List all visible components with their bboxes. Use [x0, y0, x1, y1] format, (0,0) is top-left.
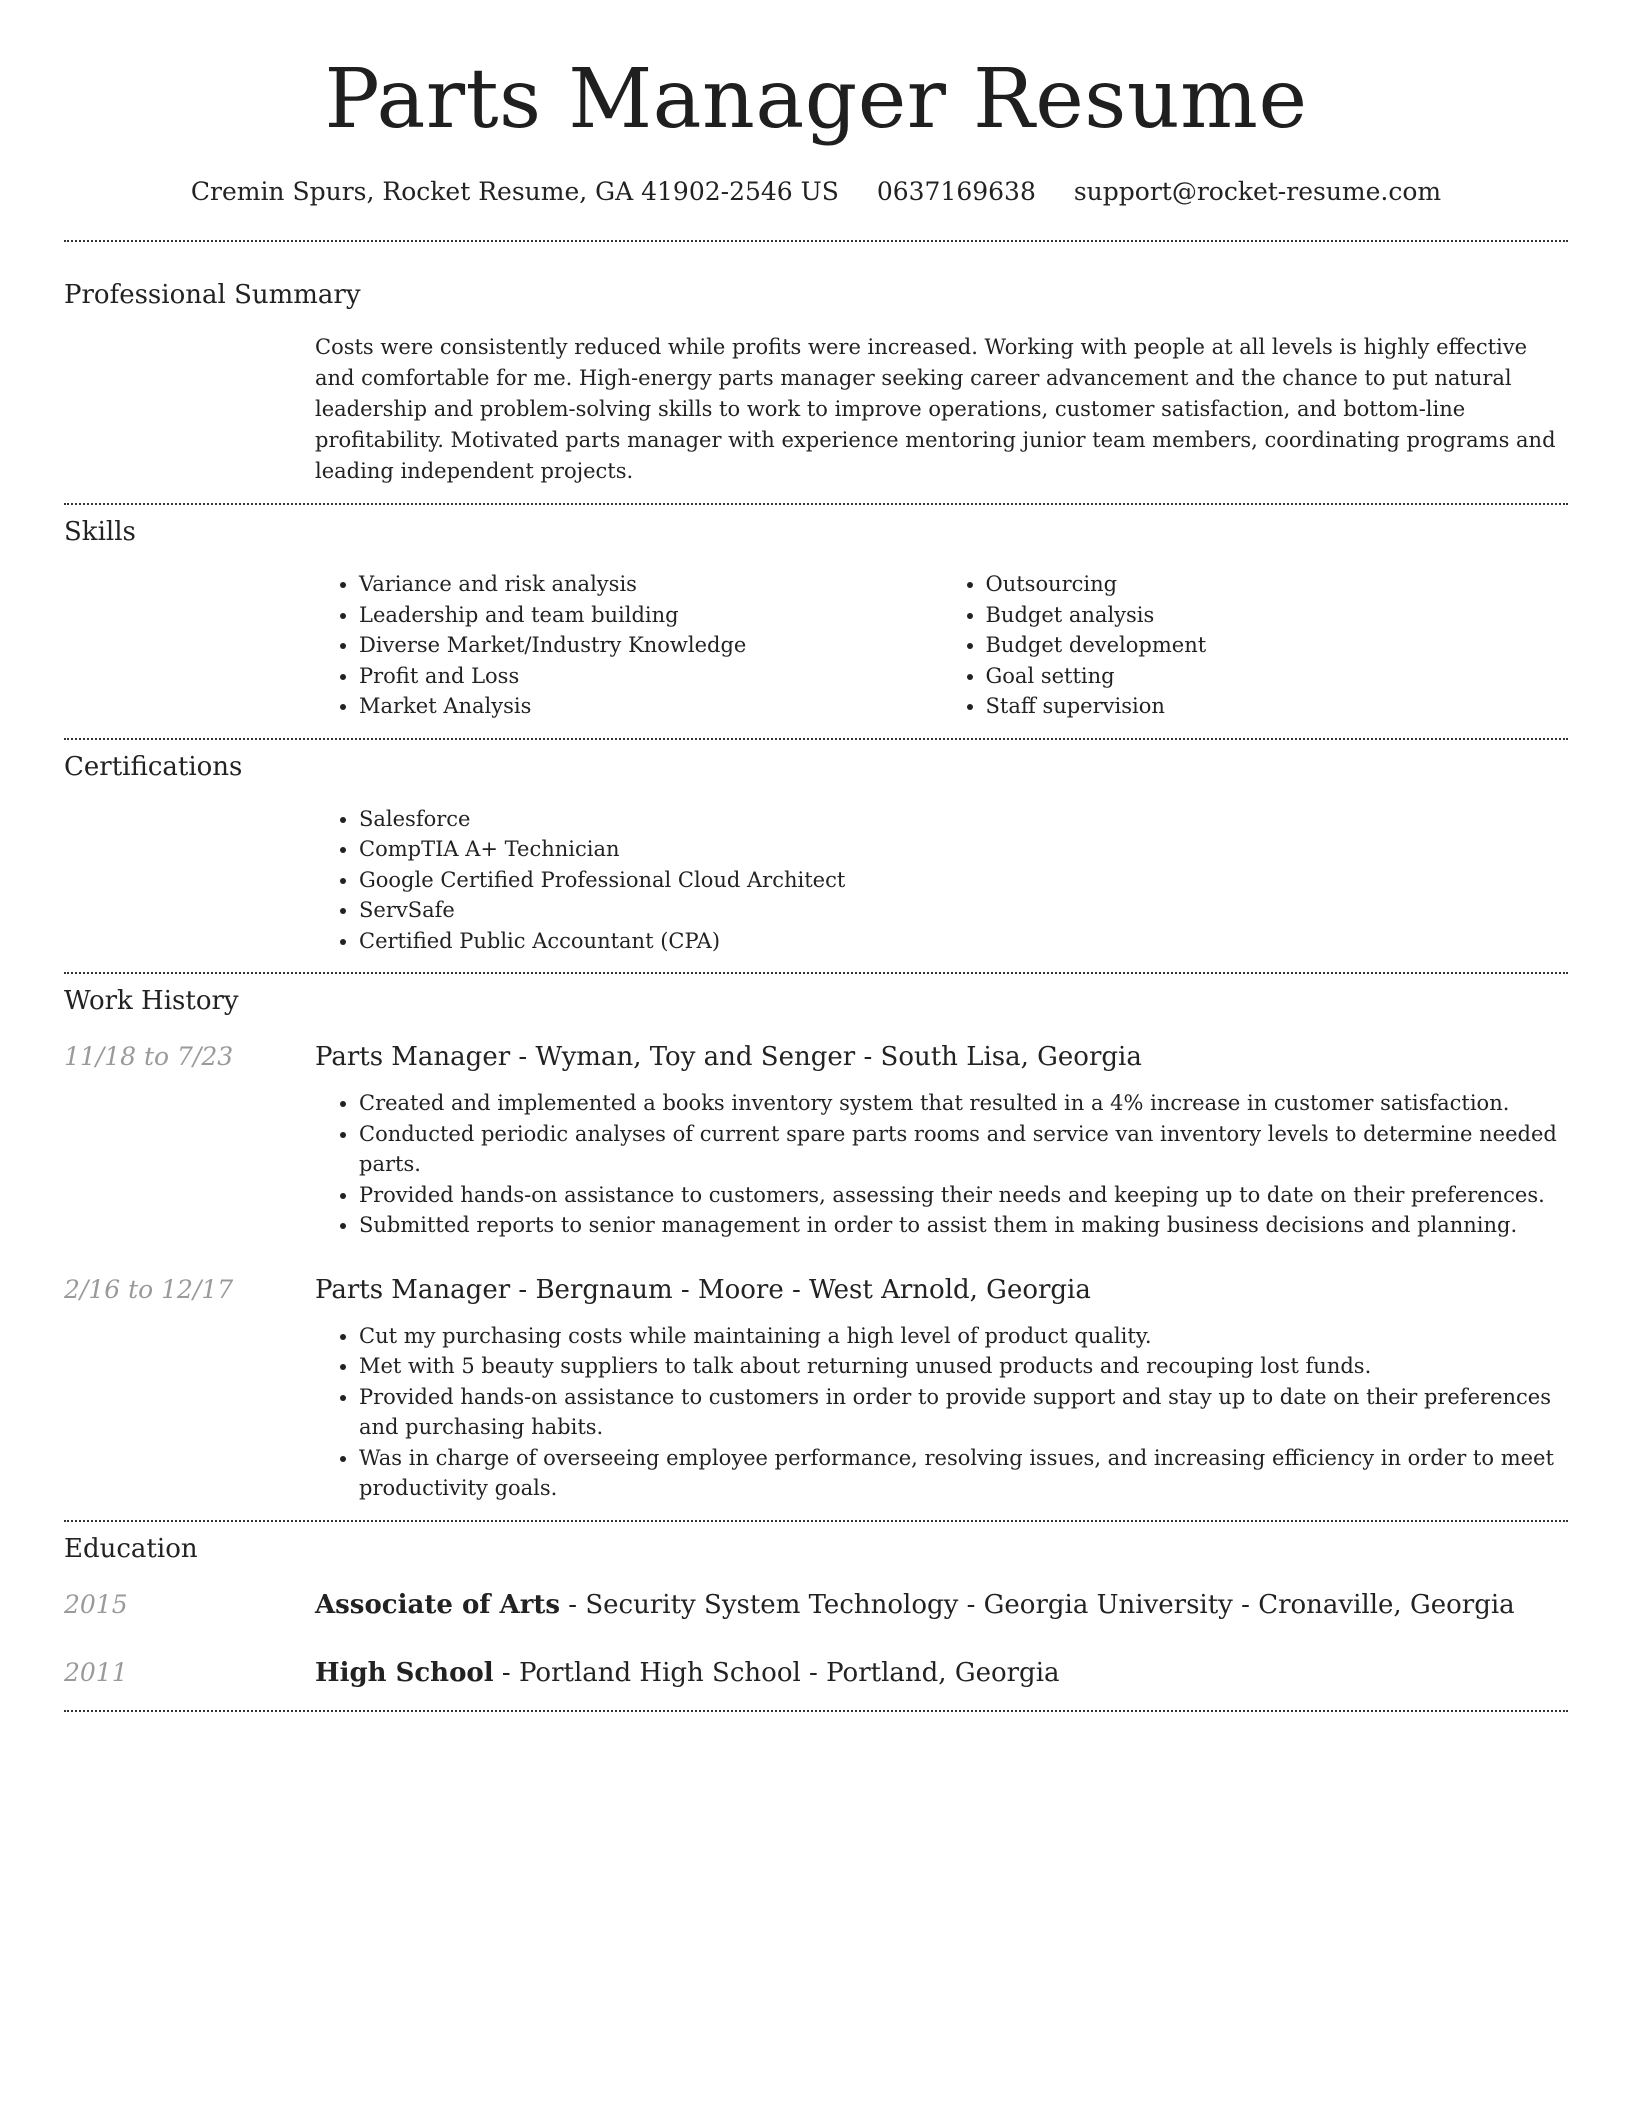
list-item: • Salesforce	[359, 804, 1568, 835]
education-section	[64, 1522, 1568, 1690]
skills-section	[64, 505, 1568, 722]
work-history-section	[64, 974, 1568, 1504]
list-item: • ServSafe	[359, 895, 1568, 926]
education-entry	[64, 1588, 1568, 1622]
section-heading: Certifications	[64, 751, 243, 782]
job-bullets	[315, 1088, 1568, 1241]
list-item: • Goal setting	[986, 661, 1569, 692]
list-item: • Conducted periodic analyses of current spare parts rooms and service van inventory levels to determine needed parts.	[359, 1119, 1568, 1180]
list-item: • Provided hands-on assistance to customers, assessing their needs and keeping up to date on their preferences.	[359, 1180, 1568, 1211]
contact-address: Cremin Spurs, Rocket Resume, GA 41902-2546 US	[190, 177, 839, 206]
list-item: • Budget development	[986, 630, 1569, 661]
skills-list-right	[942, 569, 1569, 722]
education-degree: High School	[315, 1657, 494, 1688]
list-item: • Diverse Market/Industry Knowledge	[359, 630, 942, 661]
list-item: • Google Certified Professional Cloud Architect	[359, 865, 1568, 896]
job-entry	[64, 1273, 1568, 1504]
job-entry	[64, 1040, 1568, 1241]
list-item: • Market Analysis	[359, 691, 942, 722]
education-entry	[64, 1656, 1568, 1690]
summary-section	[64, 242, 1568, 487]
education-degree: Associate of Arts	[315, 1589, 561, 1620]
divider	[64, 1710, 1568, 1712]
skills-list-left	[315, 569, 942, 722]
resume-page	[64, 0, 1568, 1712]
list-item: • Provided hands-on assistance to customers in order to provide support and stay up to date on their preferences and purchasing habits.	[359, 1382, 1568, 1443]
contact-phone: 0637169638	[876, 177, 1036, 206]
summary-text: Costs were consistently reduced while profits were increased. Working with people at all levels is highly effective and comfortable for me. High-energy parts manager seeking career advancement and the chance to put natural leadership and problem-solving skills to work to improve operations, customer satisfaction, and bottom-line profitability. Motivated parts manager with experience mentoring junior team members, coordinating programs and leading independent projects.	[315, 335, 1556, 483]
certifications-list	[315, 804, 1568, 957]
list-item: • CompTIA A+ Technician	[359, 834, 1568, 865]
page-title: Parts Manager Resume	[324, 52, 1308, 147]
section-heading: Professional Summary	[64, 280, 361, 310]
list-item: • Created and implemented a books inventory system that resulted in a 4% increase in customer satisfaction.	[359, 1088, 1568, 1119]
certifications-section	[64, 740, 1568, 957]
job-dates: 11/18 to 7/23	[64, 1042, 234, 1071]
section-heading: Skills	[64, 517, 136, 547]
list-item: • Outsourcing	[986, 569, 1569, 600]
list-item: • Profit and Loss	[359, 661, 942, 692]
job-title: Parts Manager - Wyman, Toy and Senger - South Lisa, Georgia	[315, 1042, 1142, 1072]
education-year: 2011	[64, 1657, 128, 1687]
list-item: • Was in charge of overseeing employee performance, resolving issues, and increasing efficiency in order to meet productivity goals.	[359, 1443, 1568, 1504]
contact-email: support@rocket-resume.com	[1073, 177, 1442, 206]
list-item: • Submitted reports to senior management in order to assist them in making business decisions and planning.	[359, 1210, 1568, 1241]
section-heading: Work History	[64, 986, 239, 1016]
list-item: • Cut my purchasing costs while maintaining a high level of product quality.	[359, 1321, 1568, 1352]
contact-line	[64, 176, 1568, 208]
job-title: Parts Manager - Bergnaum - Moore - West Arnold, Georgia	[315, 1274, 1091, 1305]
list-item: • Variance and risk analysis	[359, 569, 942, 600]
job-dates: 2/16 to 12/17	[64, 1274, 234, 1304]
education-year: 2015	[64, 1589, 128, 1619]
list-item: • Certified Public Accountant (CPA)	[359, 926, 1568, 957]
job-bullets	[315, 1321, 1568, 1504]
list-item: • Met with 5 beauty suppliers to talk about returning unused products and recouping lost funds.	[359, 1351, 1568, 1382]
list-item: • Budget analysis	[986, 600, 1569, 631]
education-details: - Portland High School - Portland, Georgia	[493, 1657, 1060, 1688]
list-item: • Staff supervision	[986, 691, 1569, 722]
section-heading: Education	[64, 1533, 198, 1564]
education-details: - Security System Technology - Georgia University - Cronaville, Georgia	[560, 1589, 1515, 1620]
list-item: • Leadership and team building	[359, 600, 942, 631]
